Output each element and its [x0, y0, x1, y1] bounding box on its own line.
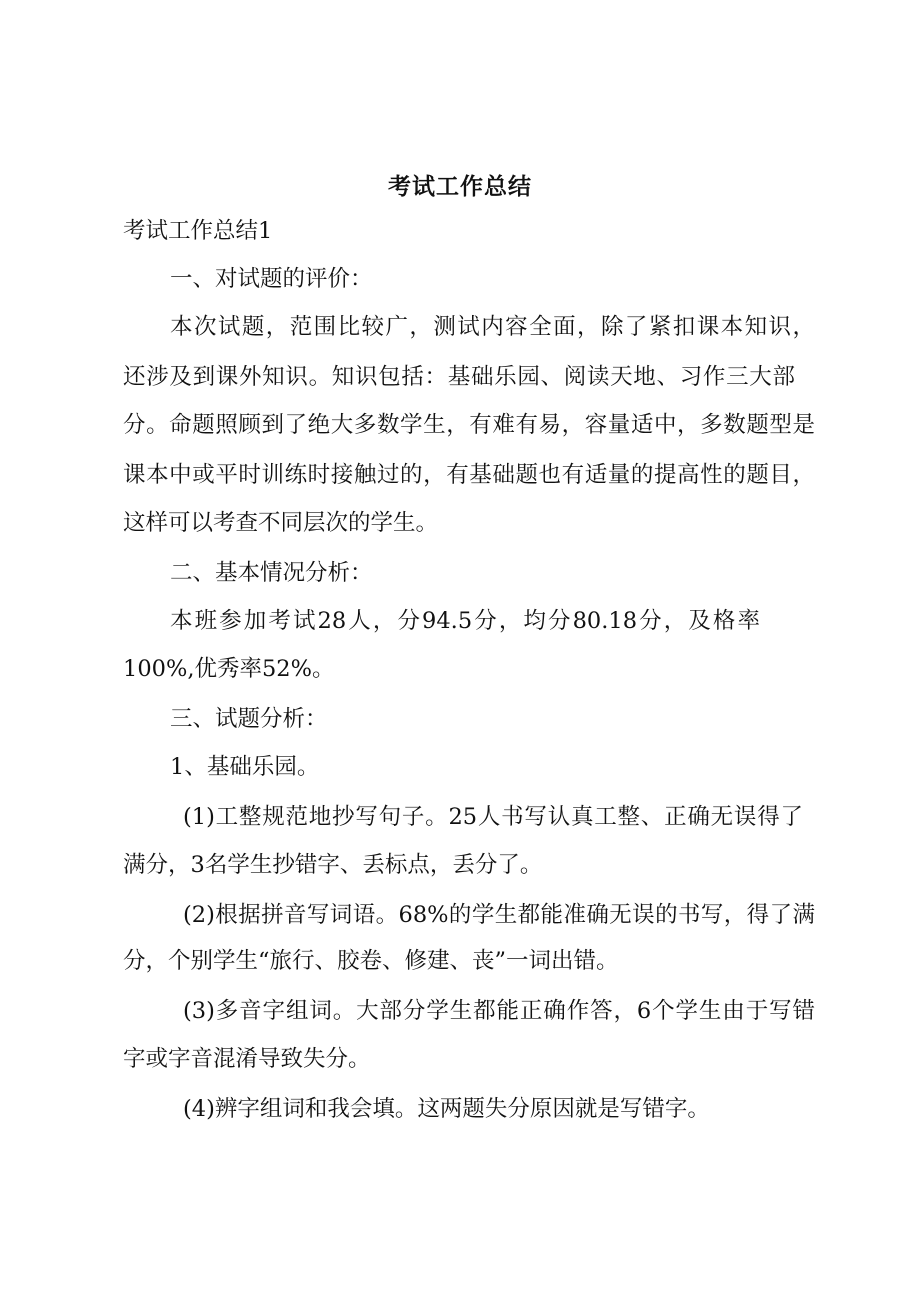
paragraph-line: 字或字音混淆导致失分。 — [123, 1046, 371, 1072]
paragraph-line: 100%,优秀率52%。 — [123, 656, 335, 682]
paragraph-line: (3)多音字组词。大部分学生都能正确作答，6个学生由于写错 — [183, 998, 815, 1024]
document-title: 考试工作总结 — [388, 174, 532, 200]
section-heading-1: 考试工作总结1 — [123, 218, 273, 244]
paragraph-line: 分，个别学生“旅行、胶卷、修建、丧”一词出错。 — [123, 948, 619, 974]
paragraph-line: 本次试题，范围比较广，测试内容全面，除了紧扣课本知识， — [170, 314, 815, 340]
subheading-evaluation: 一、对试题的评价： — [170, 266, 373, 292]
paragraph-line: (2)根据拼音写词语。68%的学生都能准确无误的书写，得了满 — [183, 902, 815, 928]
paragraph-line: 还涉及到课外知识。知识包括：基础乐园、阅读天地、习作三大部 — [123, 364, 795, 390]
paragraph-line: 课本中或平时训练时接触过的，有基础题也有适量的提高性的题目， — [123, 462, 815, 488]
paragraph-line: (1)工整规范地抄写句子。25人书写认真工整、正确无误得了 — [183, 804, 803, 830]
paragraph-line: 本班参加考试28人，分94.5分，均分80.18分，及格率 — [170, 608, 760, 634]
paragraph-line: 这样可以考查不同层次的学生。 — [123, 510, 439, 536]
list-item-heading: 1、基础乐园。 — [170, 754, 320, 780]
paragraph-line: (4)辨字组词和我会填。这两题失分原因就是写错字。 — [183, 1096, 710, 1122]
paragraph-line: 满分，3名学生抄错字、丢标点，丢分了。 — [123, 852, 543, 878]
subheading-analysis: 二、基本情况分析： — [170, 560, 373, 586]
paragraph-line: 分。命题照顾到了绝大多数学生，有难有易，容量适中，多数题型是 — [123, 412, 815, 438]
subheading-question-analysis: 三、试题分析： — [170, 706, 328, 732]
